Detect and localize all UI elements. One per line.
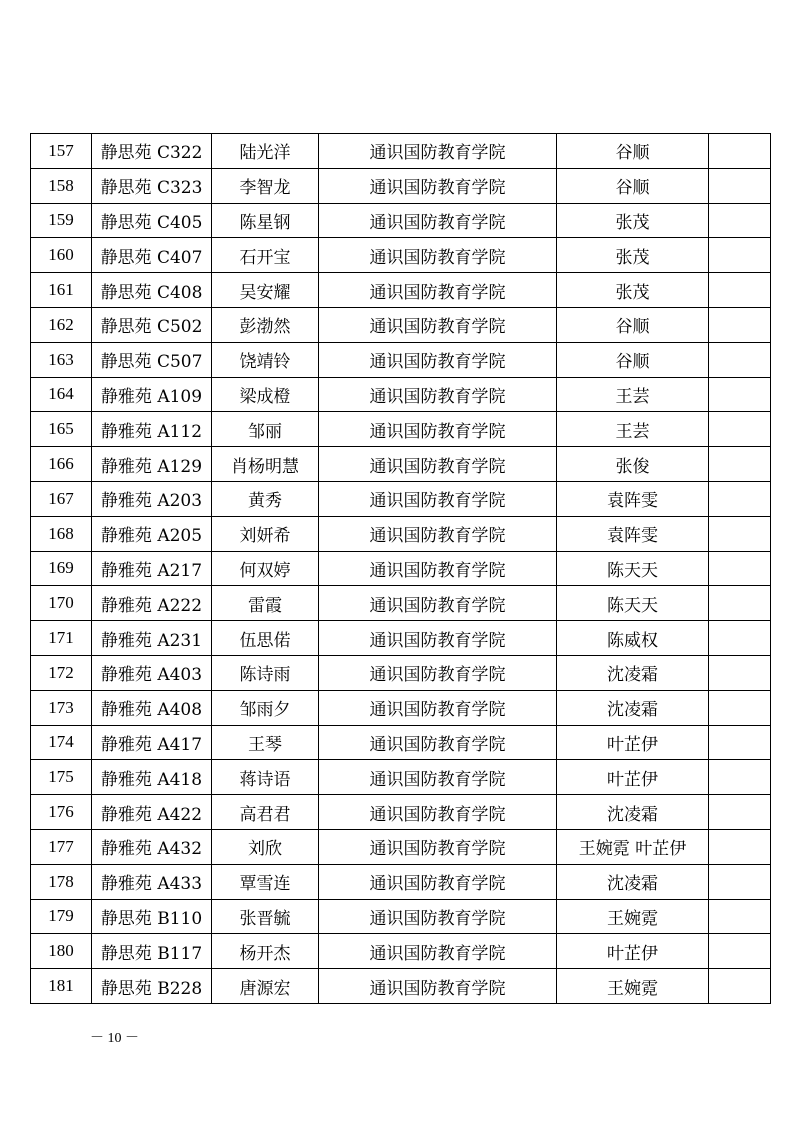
dorm-room-cell: 静雅苑 A418 [92,760,212,795]
remark-cell [709,725,771,760]
college-cell: 通识国防教育学院 [319,238,557,273]
dorm-room-cell: 静雅苑 A217 [92,551,212,586]
remark-cell [709,829,771,864]
remark-cell [709,690,771,725]
counselor-cell: 沈凌霜 [557,795,709,830]
counselor-cell: 王婉霓 叶芷伊 [557,829,709,864]
student-name-cell: 蒋诗语 [212,760,319,795]
dorm-room-cell: 静雅苑 A109 [92,377,212,412]
counselor-cell: 张茂 [557,273,709,308]
remark-cell [709,795,771,830]
dorm-room-cell: 静雅苑 A432 [92,829,212,864]
college-cell: 通识国防教育学院 [319,168,557,203]
student-name-cell: 石开宝 [212,238,319,273]
college-cell: 通识国防教育学院 [319,899,557,934]
dorm-room-cell: 静雅苑 A433 [92,864,212,899]
table-row [31,760,771,795]
student-name-cell: 邹雨夕 [212,690,319,725]
dorm-room-cell: 静雅苑 A231 [92,621,212,656]
counselor-cell: 叶芷伊 [557,934,709,969]
table-row [31,134,771,169]
counselor-cell: 张茂 [557,203,709,238]
student-name-cell: 李智龙 [212,168,319,203]
college-cell: 通识国防教育学院 [319,516,557,551]
remark-cell [709,203,771,238]
table-row [31,273,771,308]
student-name-cell: 王琴 [212,725,319,760]
student-name-cell: 唐源宏 [212,969,319,1004]
table-row [31,795,771,830]
dorm-room-cell: 静思苑 B228 [92,969,212,1004]
row-number-cell: 168 [31,516,92,551]
dorm-room-cell: 静雅苑 A129 [92,447,212,482]
counselor-cell: 叶芷伊 [557,760,709,795]
row-number-cell: 180 [31,934,92,969]
remark-cell [709,864,771,899]
counselor-cell: 沈凌霜 [557,864,709,899]
student-name-cell: 彭渤然 [212,307,319,342]
student-name-cell: 雷霞 [212,586,319,621]
row-number-cell: 169 [31,551,92,586]
remark-cell [709,969,771,1004]
counselor-cell: 陈威权 [557,621,709,656]
roster-table-body [31,134,771,1004]
row-number-cell: 174 [31,725,92,760]
remark-cell [709,934,771,969]
row-number-cell: 171 [31,621,92,656]
college-cell: 通识国防教育学院 [319,969,557,1004]
table-row [31,307,771,342]
student-name-cell: 张晋毓 [212,899,319,934]
student-name-cell: 陈星钢 [212,203,319,238]
counselor-cell: 叶芷伊 [557,725,709,760]
college-cell: 通识国防教育学院 [319,412,557,447]
table-row [31,899,771,934]
college-cell: 通识国防教育学院 [319,203,557,238]
student-name-cell: 何双婷 [212,551,319,586]
college-cell: 通识国防教育学院 [319,655,557,690]
college-cell: 通识国防教育学院 [319,690,557,725]
remark-cell [709,760,771,795]
counselor-cell: 王芸 [557,377,709,412]
table-row [31,621,771,656]
student-name-cell: 陆光洋 [212,134,319,169]
remark-cell [709,134,771,169]
college-cell: 通识国防教育学院 [319,447,557,482]
dorm-room-cell: 静雅苑 A403 [92,655,212,690]
row-number-cell: 177 [31,829,92,864]
counselor-cell: 袁阵雯 [557,516,709,551]
table-row [31,377,771,412]
counselor-cell: 陈天天 [557,551,709,586]
dorm-room-cell: 静雅苑 A422 [92,795,212,830]
dorm-room-cell: 静思苑 C502 [92,307,212,342]
dorm-room-cell: 静思苑 C507 [92,342,212,377]
student-name-cell: 覃雪连 [212,864,319,899]
dorm-room-cell: 静雅苑 A408 [92,690,212,725]
counselor-cell: 沈凌霜 [557,690,709,725]
counselor-cell: 谷顺 [557,134,709,169]
row-number-cell: 157 [31,134,92,169]
remark-cell [709,621,771,656]
student-name-cell: 饶靖铃 [212,342,319,377]
row-number-cell: 179 [31,899,92,934]
counselor-cell: 张俊 [557,447,709,482]
row-number-cell: 163 [31,342,92,377]
remark-cell [709,516,771,551]
row-number-cell: 166 [31,447,92,482]
college-cell: 通识国防教育学院 [319,864,557,899]
table-row [31,725,771,760]
row-number-cell: 162 [31,307,92,342]
table-row [31,342,771,377]
table-row [31,412,771,447]
dorm-room-cell: 静雅苑 A203 [92,481,212,516]
page-number: － 10 － [90,1031,139,1046]
student-name-cell: 吴安耀 [212,273,319,308]
table-row [31,447,771,482]
counselor-cell: 陈天天 [557,586,709,621]
row-number-cell: 160 [31,238,92,273]
remark-cell [709,899,771,934]
table-row [31,829,771,864]
college-cell: 通识国防教育学院 [319,551,557,586]
college-cell: 通识国防教育学院 [319,481,557,516]
college-cell: 通识国防教育学院 [319,725,557,760]
counselor-cell: 王婉霓 [557,969,709,1004]
roster-table [30,133,771,1004]
dorm-room-cell: 静雅苑 A417 [92,725,212,760]
row-number-cell: 178 [31,864,92,899]
table-row [31,168,771,203]
college-cell: 通识国防教育学院 [319,829,557,864]
college-cell: 通识国防教育学院 [319,134,557,169]
remark-cell [709,655,771,690]
college-cell: 通识国防教育学院 [319,621,557,656]
table-row [31,655,771,690]
remark-cell [709,273,771,308]
dorm-room-cell: 静雅苑 A112 [92,412,212,447]
counselor-cell: 谷顺 [557,342,709,377]
table-row [31,516,771,551]
college-cell: 通识国防教育学院 [319,934,557,969]
dorm-room-cell: 静思苑 C408 [92,273,212,308]
row-number-cell: 159 [31,203,92,238]
student-name-cell: 高君君 [212,795,319,830]
student-name-cell: 刘欣 [212,829,319,864]
remark-cell [709,377,771,412]
row-number-cell: 172 [31,655,92,690]
remark-cell [709,342,771,377]
table-row [31,969,771,1004]
table-row [31,586,771,621]
row-number-cell: 158 [31,168,92,203]
dorm-room-cell: 静雅苑 A205 [92,516,212,551]
counselor-cell: 王婉霓 [557,899,709,934]
student-name-cell: 黄秀 [212,481,319,516]
dorm-room-cell: 静思苑 C323 [92,168,212,203]
table-row [31,203,771,238]
college-cell: 通识国防教育学院 [319,307,557,342]
row-number-cell: 173 [31,690,92,725]
table-row [31,934,771,969]
row-number-cell: 175 [31,760,92,795]
remark-cell [709,551,771,586]
student-name-cell: 刘妍希 [212,516,319,551]
student-name-cell: 杨开杰 [212,934,319,969]
student-name-cell: 陈诗雨 [212,655,319,690]
table-row [31,481,771,516]
table-row [31,238,771,273]
dorm-room-cell: 静思苑 C322 [92,134,212,169]
dorm-room-cell: 静雅苑 A222 [92,586,212,621]
counselor-cell: 王芸 [557,412,709,447]
college-cell: 通识国防教育学院 [319,377,557,412]
college-cell: 通识国防教育学院 [319,586,557,621]
row-number-cell: 164 [31,377,92,412]
remark-cell [709,168,771,203]
counselor-cell: 谷顺 [557,307,709,342]
remark-cell [709,307,771,342]
student-name-cell: 梁成橙 [212,377,319,412]
remark-cell [709,586,771,621]
college-cell: 通识国防教育学院 [319,273,557,308]
counselor-cell: 沈凌霜 [557,655,709,690]
table-row [31,690,771,725]
dorm-room-cell: 静思苑 B110 [92,899,212,934]
remark-cell [709,447,771,482]
college-cell: 通识国防教育学院 [319,795,557,830]
counselor-cell: 张茂 [557,238,709,273]
counselor-cell: 袁阵雯 [557,481,709,516]
row-number-cell: 176 [31,795,92,830]
dorm-room-cell: 静思苑 C407 [92,238,212,273]
remark-cell [709,412,771,447]
remark-cell [709,481,771,516]
counselor-cell: 谷顺 [557,168,709,203]
row-number-cell: 161 [31,273,92,308]
remark-cell [709,238,771,273]
dorm-room-cell: 静思苑 C405 [92,203,212,238]
row-number-cell: 170 [31,586,92,621]
table-row [31,551,771,586]
row-number-cell: 165 [31,412,92,447]
dorm-room-cell: 静思苑 B117 [92,934,212,969]
table-row [31,864,771,899]
college-cell: 通识国防教育学院 [319,760,557,795]
student-name-cell: 伍思偌 [212,621,319,656]
student-name-cell: 邹丽 [212,412,319,447]
row-number-cell: 167 [31,481,92,516]
row-number-cell: 181 [31,969,92,1004]
college-cell: 通识国防教育学院 [319,342,557,377]
student-name-cell: 肖杨明慧 [212,447,319,482]
